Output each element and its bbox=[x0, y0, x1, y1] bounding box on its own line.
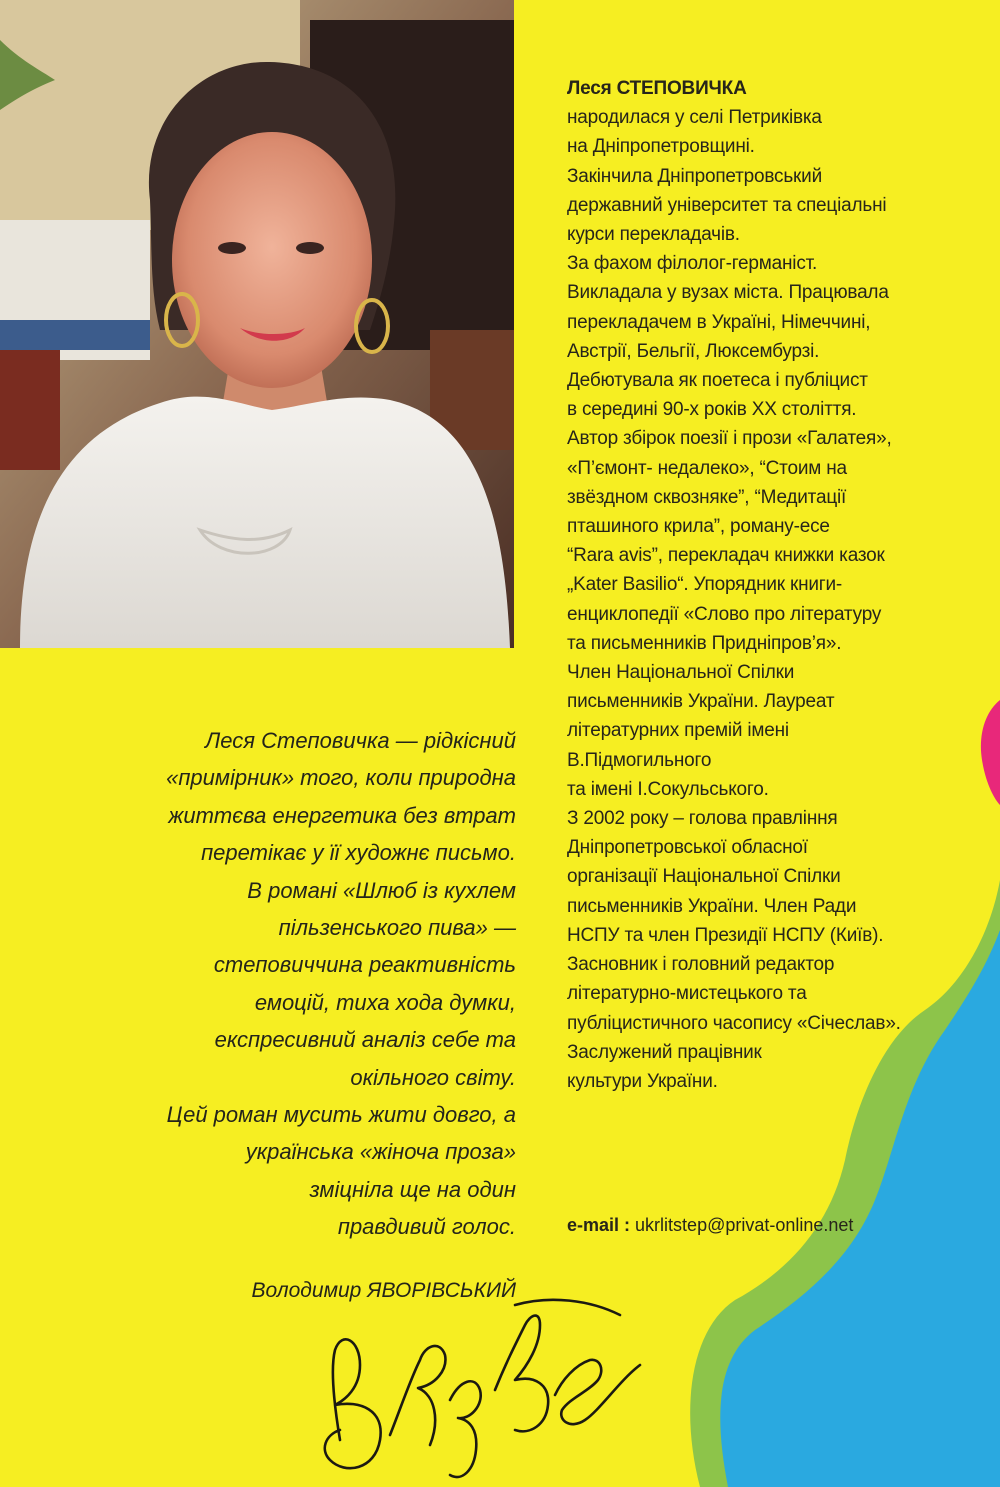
bio-line: Викладала у вузах міста. Працювала bbox=[567, 282, 889, 304]
author-name: Леся СТЕПОВИЧКА bbox=[567, 78, 747, 99]
quote-author: Володимир ЯВОРІВСЬКИЙ bbox=[251, 1279, 516, 1302]
quote-line: експресивний аналіз себе та bbox=[214, 1027, 516, 1053]
quote-line: степовиччина реактивність bbox=[213, 952, 516, 978]
bio-line: В.Підмогильного bbox=[567, 749, 712, 771]
bio-line: літературно-мистецького та bbox=[567, 983, 807, 1005]
quote-line: емоцій, тиха хода думки, bbox=[254, 989, 516, 1015]
bio-line: народилася у селі Петриківка bbox=[567, 107, 822, 129]
quote-line: життєва енергетика без втрат bbox=[168, 802, 516, 828]
author-biography bbox=[567, 74, 987, 1096]
bio-line: письменників України. Член Ради bbox=[567, 895, 857, 917]
bio-line: Австрії, Бельгії, Люксембурзі. bbox=[567, 340, 820, 362]
quote-line: Леся Степовичка — рідкісний bbox=[205, 728, 516, 753]
bio-line: НСПУ та член Президії НСПУ (Київ). bbox=[567, 924, 884, 946]
quote-line: окільного світу. bbox=[350, 1064, 516, 1090]
bio-line: Заслужений працівник bbox=[567, 1041, 762, 1063]
quote-line: В романі «Шлюб із кухлем bbox=[247, 877, 516, 903]
bio-line: Закінчила Дніпропетровський bbox=[567, 165, 822, 187]
quote-line: пільзенського пива» — bbox=[278, 915, 516, 941]
bio-line: державний університет та спеціальні bbox=[567, 194, 887, 216]
bio-line: публіцистичного часопису «Січеслав». bbox=[567, 1012, 901, 1034]
bio-line: та імені І.Сокульського. bbox=[567, 778, 769, 800]
quote-line: «примірник» того, коли природна bbox=[166, 765, 516, 791]
quote-line: перетікає у її художнє письмо. bbox=[201, 840, 516, 866]
bio-line: перекладачем в Україні, Німеччині, bbox=[567, 311, 871, 333]
bio-line: “Rara avis”, перекладач книжки казок bbox=[567, 545, 885, 567]
bio-line: За фахом філолог-германіст. bbox=[567, 253, 818, 275]
quote-line: зміцніла ще на один bbox=[309, 1176, 516, 1202]
bio-line: З 2002 року – голова правління bbox=[567, 808, 838, 830]
bio-line: письменників України. Лауреат bbox=[567, 691, 835, 713]
bio-line: літературних премій імені bbox=[567, 720, 789, 742]
quote-line: українська «жіноча проза» bbox=[245, 1139, 516, 1165]
bio-line: «П’ємонт- недалеко», “Стоим на bbox=[567, 457, 847, 479]
bio-line: Дніпропетровської обласної bbox=[567, 837, 808, 859]
bio-line: курси перекладачів. bbox=[567, 224, 740, 246]
bio-line: в середині 90-х років XX століття. bbox=[567, 399, 857, 421]
contact-email bbox=[567, 1215, 853, 1236]
bio-line: звёздном сквозняке”, “Медитації bbox=[567, 486, 847, 508]
signature-image bbox=[300, 1270, 660, 1487]
bio-line: на Дніпропетровщині. bbox=[567, 136, 755, 158]
review-quote bbox=[0, 722, 516, 1246]
bio-line: пташиного крила”, роману-есе bbox=[567, 516, 830, 538]
bio-line: Засновник і головний редактор bbox=[567, 954, 835, 976]
author-photo bbox=[0, 0, 514, 648]
bio-line: та письменників Придніпров’я». bbox=[567, 632, 842, 654]
quote-line: правдивий голос. bbox=[337, 1214, 516, 1240]
quote-line: Цей роман мусить жити довго, а bbox=[166, 1102, 516, 1128]
email-label: e-mail : bbox=[567, 1215, 631, 1235]
bio-line: організації Національної Спілки bbox=[567, 866, 841, 888]
bio-line: Автор збірок поезії і прози «Галатея», bbox=[567, 428, 892, 450]
email-address[interactable]: ukrlitstep@privat-online.net bbox=[635, 1215, 854, 1235]
author-portrait-image bbox=[0, 0, 514, 648]
bio-line: Член Національної Спілки bbox=[567, 662, 795, 684]
bio-line: Дебютувала як поетеса і публіцист bbox=[567, 370, 868, 392]
bio-line: „Kater Basilio“. Упорядник книги- bbox=[567, 574, 843, 596]
bio-line: енциклопедії «Слово про літературу bbox=[567, 603, 882, 625]
bio-line: культури України. bbox=[567, 1070, 718, 1092]
